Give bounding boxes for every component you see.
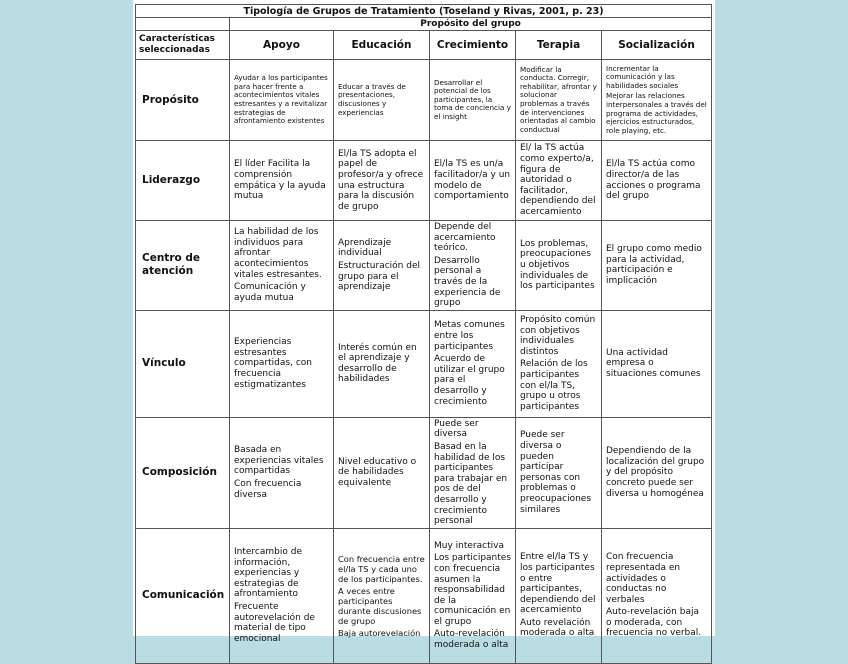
column-header-socializacion: Socialización <box>602 31 712 60</box>
cell-paragraph: Con frecuencia representada en actividades o conductas no verbales <box>606 552 681 605</box>
table-cell <box>516 141 602 221</box>
table-row <box>136 221 712 311</box>
cell-paragraph: Acuerdo de utilizar el grupo para el desarrollo y crecimiento <box>434 354 505 407</box>
table-cell <box>516 221 602 311</box>
table-row <box>136 528 712 663</box>
column-header-crecimiento: Crecimiento <box>430 31 516 60</box>
table-cell <box>516 60 602 141</box>
cell-paragraph: Con frecuencia entre el/la TS y cada uno de los participantes. <box>338 553 425 584</box>
cell-paragraph: Experiencias estresantes compartidas, con frecuencia estigmatizantes <box>234 337 312 390</box>
cell-paragraph: Auto revelación moderada o alta <box>520 617 595 639</box>
column-header-educacion: Educación <box>334 31 430 60</box>
table-cell <box>230 528 334 663</box>
cell-paragraph: Entre el/la TS y los participantes o entre participantes, dependiendo del acercamiento <box>520 552 596 616</box>
cell-paragraph: Modificar la conducta. Corregir, rehabilitar, afrontar y solucionar problemas a través de intervenciones orientadas al cambio conductual <box>520 64 597 134</box>
table-cell <box>430 221 516 311</box>
table-cell <box>334 417 430 528</box>
table-row <box>136 310 712 417</box>
cell-paragraph: Los participantes con frecuencia asumen la responsabilidad de la comunicación en el grupo <box>434 553 512 627</box>
cell-paragraph: Estructuración del grupo para el aprendizaje <box>338 261 420 293</box>
cell-paragraph: Propósito común con objetivos individuales distintos <box>520 315 596 357</box>
cell-paragraph: A veces entre participantes durante discusiones de grupo <box>338 585 422 626</box>
table-cell <box>516 417 602 528</box>
table-cell <box>516 528 602 663</box>
table-cell <box>602 60 712 141</box>
group-typology-table <box>135 4 712 664</box>
column-header-terapia: Terapia <box>516 31 602 60</box>
cell-paragraph: Los problemas, preocupaciones u objetivos individuales de los participantes <box>520 238 595 292</box>
table-cell <box>602 417 712 528</box>
cell-paragraph: Puede ser diversa <box>434 418 479 440</box>
row-header: Vínculo <box>136 310 230 417</box>
cell-paragraph: Dependiendo de la localización del grupo y del propósito concreto puede ser diversa u homogénea <box>606 446 705 499</box>
empty-corner-cell <box>136 18 230 31</box>
cell-paragraph: Frecuente autorevelación de material de tipo emocional <box>234 601 315 644</box>
cell-paragraph: Basada en experiencias vitales compartidas <box>234 445 324 477</box>
table-cell <box>334 221 430 311</box>
cell-paragraph: Muy interactiva <box>434 540 504 551</box>
table-cell <box>602 528 712 663</box>
table-cell <box>230 141 334 221</box>
table-cell <box>230 60 334 141</box>
cell-paragraph: Intercambio de información, experiencias y estrategias de afrontamiento <box>234 547 302 600</box>
table-cell <box>430 310 516 417</box>
table-caption: Tipología de Grupos de Tratamiento (Toseland y Rivas, 2001, p. 23) <box>136 5 712 18</box>
cell-paragraph: Basad en la habilidad de los participantes para trabajar en pos de del desarrollo y crecimiento personal <box>434 441 508 527</box>
row-header: Propósito <box>136 60 230 141</box>
table-cell <box>230 417 334 528</box>
cell-paragraph: Nivel educativo o de habilidades equivalente <box>338 456 417 489</box>
table-cell <box>602 221 712 311</box>
table-cell <box>430 141 516 221</box>
column-header-apoyo: Apoyo <box>230 31 334 60</box>
cell-paragraph: Auto-revelación baja o moderada, con frecuencia no verbal. <box>606 607 702 639</box>
cell-paragraph: Desarrollar el potencial de los participantes, la toma de conciencia y el insight <box>434 77 511 121</box>
cell-paragraph: El/la TS es un/a facilitador/a y un modelo de comportamiento <box>434 159 511 202</box>
row-header: Comunicación <box>136 528 230 663</box>
cell-paragraph: El/la TS actúa como director/a de las acciones o programa del grupo <box>606 159 701 202</box>
cell-paragraph: Una actividad empresa o situaciones comunes <box>606 347 701 380</box>
document-page <box>133 0 715 651</box>
cell-paragraph: Incrementar la comunicación y las habilidades sociales <box>606 63 679 90</box>
table-cell <box>430 60 516 141</box>
cell-paragraph: Relación de los participantes con el/la TS, grupo u otros participantes <box>520 359 588 412</box>
table-cell <box>334 528 430 663</box>
cell-paragraph: Metas comunes entre los participantes <box>434 320 505 352</box>
cell-paragraph: Educar a través de presentaciones, discusiones y experiencias <box>338 81 406 117</box>
cell-paragraph: El/ la TS actúa como experto/a, figura de autoridad o facilitador, dependiendo del acercamiento <box>520 143 596 217</box>
cell-paragraph: El grupo como medio para la actividad, participación e implicación <box>606 244 702 286</box>
cell-paragraph: Depende del acercamiento teórico. <box>434 222 496 254</box>
table-cell <box>602 310 712 417</box>
row-header: Centro de atención <box>136 221 230 311</box>
table-cell <box>430 417 516 528</box>
cell-paragraph: Con frecuencia diversa <box>234 479 302 500</box>
cell-paragraph: Ayudar a los participantes para hacer frente a acontecimientos vitales estresantes y a revitalizar estrategias de afrontamiento existentes <box>234 73 328 126</box>
cell-paragraph: Desarrollo personal a través de la experiencia de grupo <box>434 255 501 309</box>
table-row <box>136 60 712 141</box>
table-cell <box>334 310 430 417</box>
corner-header: Características seleccionadas <box>136 31 230 60</box>
cell-paragraph: El/la TS adopta el papel de profesor/a y ofrece una estructura para la discusión de grupo <box>338 148 424 212</box>
cell-paragraph: La habilidad de los individuos para afrontar acontecimientos vitales estresantes. <box>234 227 322 280</box>
cell-paragraph: Interés común en el aprendizaje y desarrollo de habilidades <box>338 342 417 385</box>
table-subcaption: Propósito del grupo <box>230 18 712 31</box>
table-row <box>136 417 712 528</box>
table-cell <box>516 310 602 417</box>
row-header: Composición <box>136 417 230 528</box>
cell-paragraph: Auto-revelación moderada o alta <box>434 629 509 651</box>
cell-paragraph: El líder Facilita la comprensión empática y la ayuda mutua <box>234 159 326 202</box>
table-cell <box>602 141 712 221</box>
table-cell <box>430 528 516 663</box>
table-cell <box>334 141 430 221</box>
table-row <box>136 141 712 221</box>
cell-paragraph: Baja autorevelación <box>338 627 421 638</box>
cell-paragraph: Puede ser diversa o pueden participar personas con problemas o preocupaciones similares <box>520 430 592 515</box>
cell-paragraph: Aprendizaje individual <box>338 237 392 259</box>
row-header: Liderazgo <box>136 141 230 221</box>
table-cell <box>230 310 334 417</box>
table-cell <box>230 221 334 311</box>
cell-paragraph: Comunicación y ayuda mutua <box>234 282 306 303</box>
cell-paragraph: Mejorar las relaciones interpersonales a través del programa de actividades, ejercicios estructurados, role playing, etc. <box>606 91 707 135</box>
table-cell <box>334 60 430 141</box>
